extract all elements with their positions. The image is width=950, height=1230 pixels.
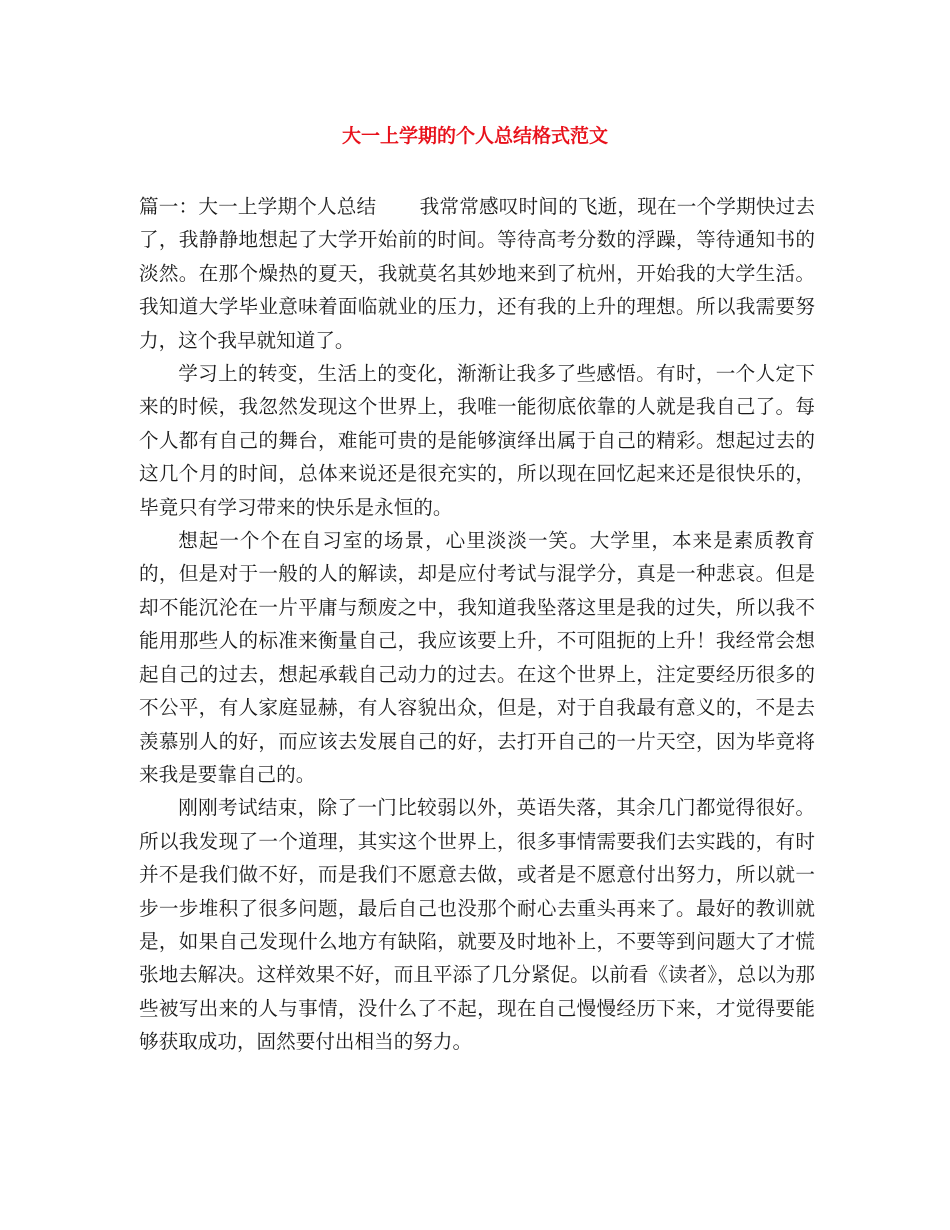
document-body (139, 190, 815, 1059)
paragraph-2: 学习上的转变，生活上的变化，渐渐让我多了些感悟。有时，一个人定下来的时候，我忽然发现这个世界上，我唯一能彻底依靠的人就是我自己了。每个人都有自己的舞台，难能可贵的是能够演绎出属于自己的精彩。想起过去的这几个月的时间，总体来说还是很充实的，所以现在回忆起来还是很快乐的，毕竟只有学习带来的快乐是永恒的。 (139, 362, 815, 519)
paragraph-4: 刚刚考试结束，除了一门比较弱以外，英语失落，其余几门都觉得很好。所以我发现了一个道理，其实这个世界上，很多事情需要我们去实践的，有时并不是我们做不好，而是我们不愿意去做，或者是不愿意付出努力，所以就一步一步堆积了很多问题，最后自己也没那个耐心去重头再来了。最好的教训就是，如果自己发现什么地方有缺陷，就要及时地补上，不要等到问题大了才慌张地去解决。这样效果不好，而且平添了几分紧促。以前看《读者》，总以为那些被写出来的人与事情，没什么了不起，现在自己慢慢经历下来，才觉得要能够获取成功，固然要付出相当的努力。 (139, 796, 815, 1054)
section-heading: 篇一：大一上学期个人总结 (139, 195, 377, 218)
paragraph-3: 想起一个个在自习室的场景，心里淡淡一笑。大学里，本来是素质教育的，但是对于一般的人的解读，却是应付考试与混学分，真是一种悲哀。但是却不能沉沦在一片平庸与颓废之中，我知道我坠落这里是我的过失，所以我不能用那些人的标准来衡量自己，我应该要上升，不可阻扼的上升！我经常会想起自己的过去，想起承载自己动力的过去。在这个世界上，注定要经历很多的不公平，有人家庭显赫，有人容貌出众，但是，对于自我最有意义的，不是去羡慕别人的好，而应该去发展自己的好，去打开自己的一片天空，因为毕竟将来我是要靠自己的。 (139, 529, 815, 786)
paragraph-1 (139, 190, 815, 357)
paragraph-text: 我常常感叹时间的飞逝，现在一个学期快过去了，我静静地想起了大学开始前的时间。等待高考分数的浮躁，等待通知书的淡然。在那个燥热的夏天，我就莫名其妙地来到了杭州，开始我的大学生活。我知道大学毕业意味着面临就业的压力，还有我的上升的理想。所以我需要努力，这个我早就知道了。 (139, 195, 816, 352)
document-title: 大一上学期的个人总结格式范文 (341, 125, 608, 147)
